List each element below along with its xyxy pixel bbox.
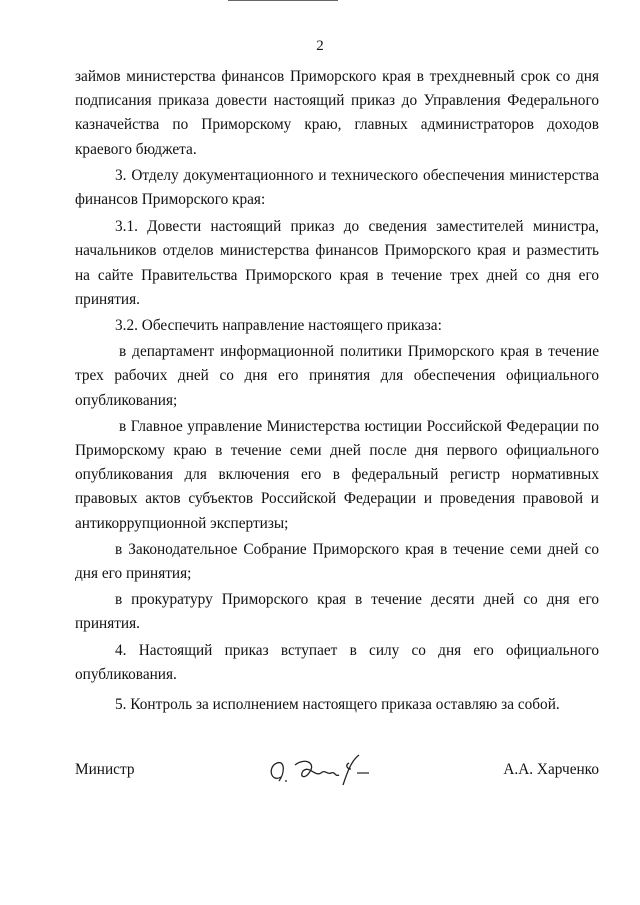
handwritten-signature: [265, 751, 375, 791]
document-body: [75, 65, 599, 717]
top-rule: [228, 0, 338, 1]
paragraph-recipient-info-policy: в департамент информационной политики Приморского края в течение трех рабочих дней со дня его принятия для обеспечения официального опубликования;: [75, 343, 599, 409]
paragraph-item-3: 3. Отделу документационного и технического обеспечения министерства финансов Приморского края:: [75, 166, 599, 209]
paragraph-recipient-justice: в Главное управление Министерства юстиции Российской Федерации по Приморскому краю в течение семи дней после дня первого официального опубликования для включения его в федеральный регистр нормативных правовых актов субъектов Российской Федерации и проведения правовой и антикоррупционной экспертизы;: [75, 417, 599, 532]
signer-title: Министр: [75, 761, 135, 778]
page-number: 2: [316, 38, 324, 54]
paragraph-continuation: займов министерства финансов Приморского края в трехдневный срок со дня подписания приказа довести настоящий приказ до Управления Федерального казначейства по Приморскому краю, главных администраторов доходов краевого бюджета.: [75, 68, 599, 158]
paragraph-recipient-assembly: в Законодательное Собрание Приморского края в течение семи дней со дня его принятия;: [75, 540, 599, 583]
paragraph-item-5: 5. Контроль за исполнением настоящего приказа оставляю за собой.: [115, 696, 560, 714]
signature-block: [75, 755, 599, 795]
signer-name: А.А. Харченко: [503, 761, 599, 778]
paragraph-recipient-prosecutor: в прокуратуру Приморского края в течение десяти дней со дня его принятия.: [75, 591, 599, 633]
paragraph-item-3-1: 3.1. Довести настоящий приказ до сведения заместителей министра, начальников отделов министерства финансов Приморского края и разместить на сайте Правительства Приморского края в течение трех дней со дня его принятия.: [75, 218, 599, 308]
paragraph-item-4: 4. Настоящий приказ вступает в силу со дня его официального опубликования.: [75, 641, 599, 683]
paragraph-item-3-2: 3.2. Обеспечить направление настоящего приказа:: [115, 317, 442, 335]
